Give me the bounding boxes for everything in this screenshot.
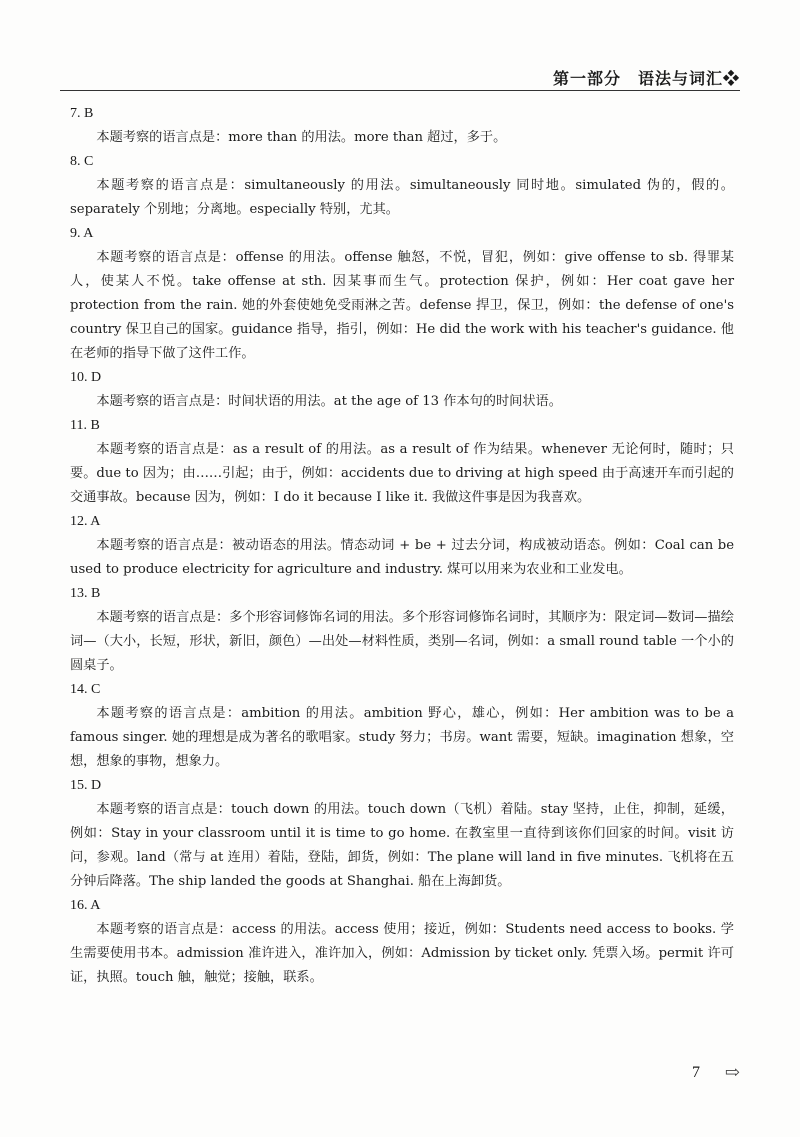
question-explanation: 本题考察的语言点是：simultaneously 的用法。simultaneously 同时地。simulated 伪的，假的。separately 个别地；分离地。especially 特别，尤其。 <box>70 178 734 217</box>
question-block <box>70 510 734 582</box>
question-number: 16. A <box>70 898 101 913</box>
question-explanation: 本题考察的语言点是：as a result of 的用法。as a result of 作为结果。whenever 无论何时，随时；只要。due to 因为；由……引起；由于，例如：accidents due to driving at high speed 由于高速开车而引起的交通事故。because 因为，例如：I do it because I like it. 我做这件事是因为我喜欢。 <box>70 442 734 505</box>
question-explanation: 本题考察的语言点是：offense 的用法。offense 触怒，不悦，冒犯，例如：give offense to sb. 得罪某人，使某人不悦。take offense at sth. 因某事而生气。protection 保护，例如：Her coat gave her protection from the rain. 她的外套使她免受雨淋之苦。defense 捍卫，保卫，例如：the defense of one's country 保卫自己的国家。guidance 指导，指引，例如：He did the work with his teacher's guidance. 他在老师的指导下做了这件工作。 <box>70 250 734 361</box>
question-explanation: 本题考察的语言点是：access 的用法。access 使用；接近，例如：Students need access to books. 学生需要使用书本。admission 准许进入，准许加入，例如：Admission by ticket only. 凭票入场。permit 许可证，执照。touch 触，触觉；接触，联系。 <box>70 922 734 985</box>
question-block <box>70 774 734 894</box>
next-page-arrow-icon: ⇨ <box>724 1062 740 1083</box>
question-block <box>70 102 734 150</box>
question-block <box>70 582 734 678</box>
question-block <box>70 894 734 990</box>
question-explanation: 本题考察的语言点是：时间状语的用法。at the age of 13 作本句的时间状语。 <box>96 394 562 409</box>
answer-explanations <box>70 102 734 990</box>
question-number: 9. A <box>70 226 94 241</box>
question-block <box>70 414 734 510</box>
question-number: 7. B <box>70 106 94 121</box>
section-title: 第一部分 语法与词汇❖ <box>552 69 740 88</box>
question-explanation: 本题考察的语言点是：被动语态的用法。情态动词 + be + 过去分词，构成被动语态。例如：Coal can be used to produce electricity for agriculture and industry. 煤可以用来为农业和工业发电。 <box>70 538 734 577</box>
page-header <box>60 62 740 91</box>
question-explanation: 本题考察的语言点是：touch down 的用法。touch down（飞机）着陆。stay 坚持，止住，抑制，延缓，例如：Stay in your classroom until it is time to go home. 在教室里一直待到该你们回家的时间。visit 访问，参观。land（常与 at 连用）着陆，登陆，卸货，例如：The plane will land in five minutes. 飞机将在五分钟后降落。The ship landed the goods at Shanghai. 船在上海卸货。 <box>70 802 734 889</box>
question-number: 13. B <box>70 586 101 601</box>
question-explanation: 本题考察的语言点是：ambition 的用法。ambition 野心，雄心，例如：Her ambition was to be a famous singer. 她的理想是成为著名的歌唱家。study 努力；书房。want 需要，短缺。imagination 想象，空想，想象的事物，想象力。 <box>70 706 734 769</box>
page-number: 7 <box>692 1064 700 1081</box>
question-number: 15. D <box>70 778 102 793</box>
question-block <box>70 150 734 222</box>
question-number: 11. B <box>70 418 100 433</box>
question-number: 10. D <box>70 370 102 385</box>
question-block <box>70 366 734 414</box>
question-number: 14. C <box>70 682 101 697</box>
question-block <box>70 678 734 774</box>
question-number: 12. A <box>70 514 101 529</box>
question-number: 8. C <box>70 154 94 169</box>
question-block <box>70 222 734 366</box>
question-explanation: 本题考察的语言点是：多个形容词修饰名词的用法。多个形容词修饰名词时，其顺序为：限定词—数词—描绘词—（大小，长短，形状，新旧，颜色）—出处—材料性质，类别—名词，例如：a small round table 一个小的圆桌子。 <box>70 610 734 673</box>
question-explanation: 本题考察的语言点是：more than 的用法。more than 超过，多于。 <box>96 130 507 145</box>
